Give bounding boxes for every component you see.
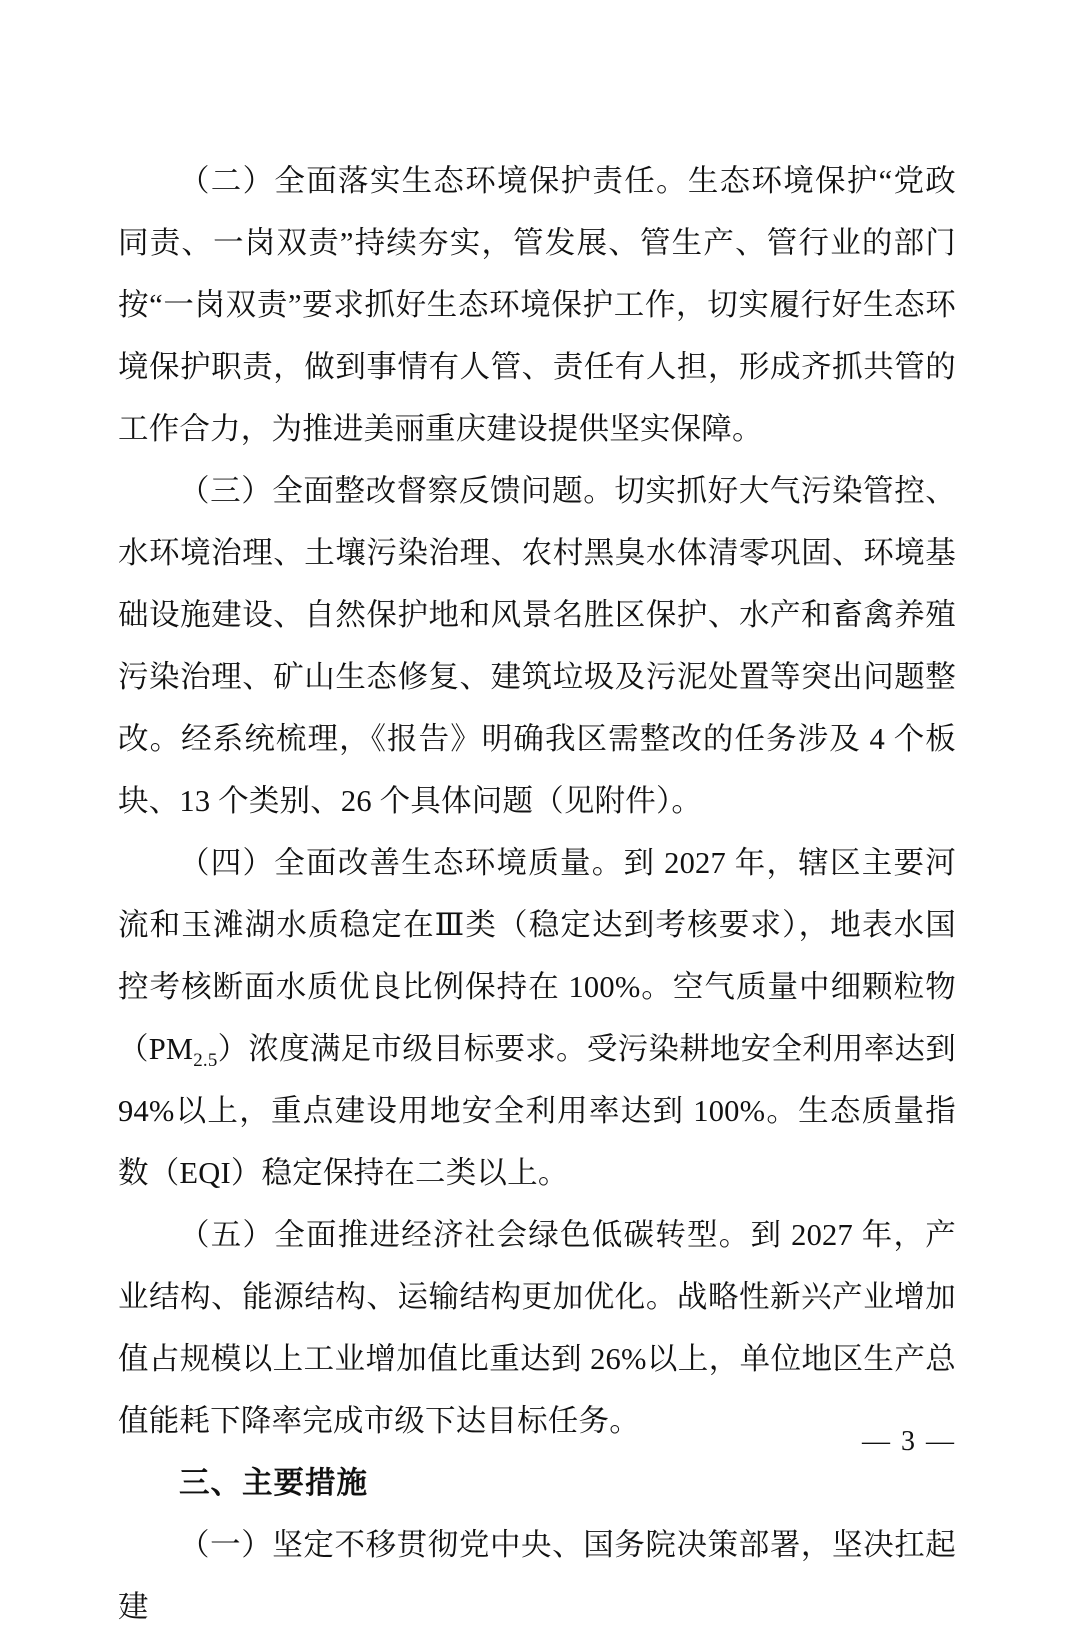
heading-main-measures: 三、主要措施 — [179, 1466, 368, 1500]
paragraph-section-two: （二）全面落实生态环境保护责任。生态环境保护“党政同责、一岗双责”持续夯实，管发展、管生产、管行业的部门按“一岗双责”要求抓好生态环境保护工作，切实履行好生态环境保护职责，做到事情有人管、责任有人担，形成齐抓共管的工作合力，为推进美丽重庆建设提供坚实保障。 — [118, 164, 956, 446]
paragraph-section-three: （三）全面整改督察反馈问题。切实抓好大气污染管控、水环境治理、土壤污染治理、农村黑臭水体清零巩固、环境基础设施建设、自然保护地和风景名胜区保护、水产和畜禽养殖污染治理、矿山生态修复、建筑垃圾及污泥处置等突出问题整改。经系统梳理，《报告》明确我区需整改的任务涉及 4 个板块、13 个类别、26 个具体问题（见附件）。 — [118, 474, 956, 818]
document-body — [118, 150, 956, 1638]
paragraph-section-four — [118, 832, 956, 1204]
paragraph-measure-one: （一）坚定不移贯彻党中央、国务院决策部署，坚决扛起建 — [118, 1528, 956, 1624]
pm25-subscript: 2.5 — [193, 1050, 218, 1072]
paragraph-section-four-part-one: （四）全面改善生态环境质量。到 2027 年，辖区主要河流和玉滩湖水质稳定在Ⅲ类（稳定达到考核要求），地表水国控考核断面水质优良比例保持在 100%。空气质量中细颗粒物（PM — [118, 846, 956, 1066]
page-number: — 3 — — [862, 1426, 956, 1457]
paragraph-section-four-part-two: ）浓度满足市级目标要求。受污染耕地安全利用率达到 94%以上，重点建设用地安全利用率达到 100%。生态质量指数（EQI）稳定保持在二类以上。 — [118, 1032, 956, 1190]
paragraph-section-five: （五）全面推进经济社会绿色低碳转型。到 2027 年，产业结构、能源结构、运输结构更加优化。战略性新兴产业增加值占规模以上工业增加值比重达到 26%以上，单位地区生产总值能耗下降率完成市级下达目标任务。 — [118, 1218, 956, 1438]
